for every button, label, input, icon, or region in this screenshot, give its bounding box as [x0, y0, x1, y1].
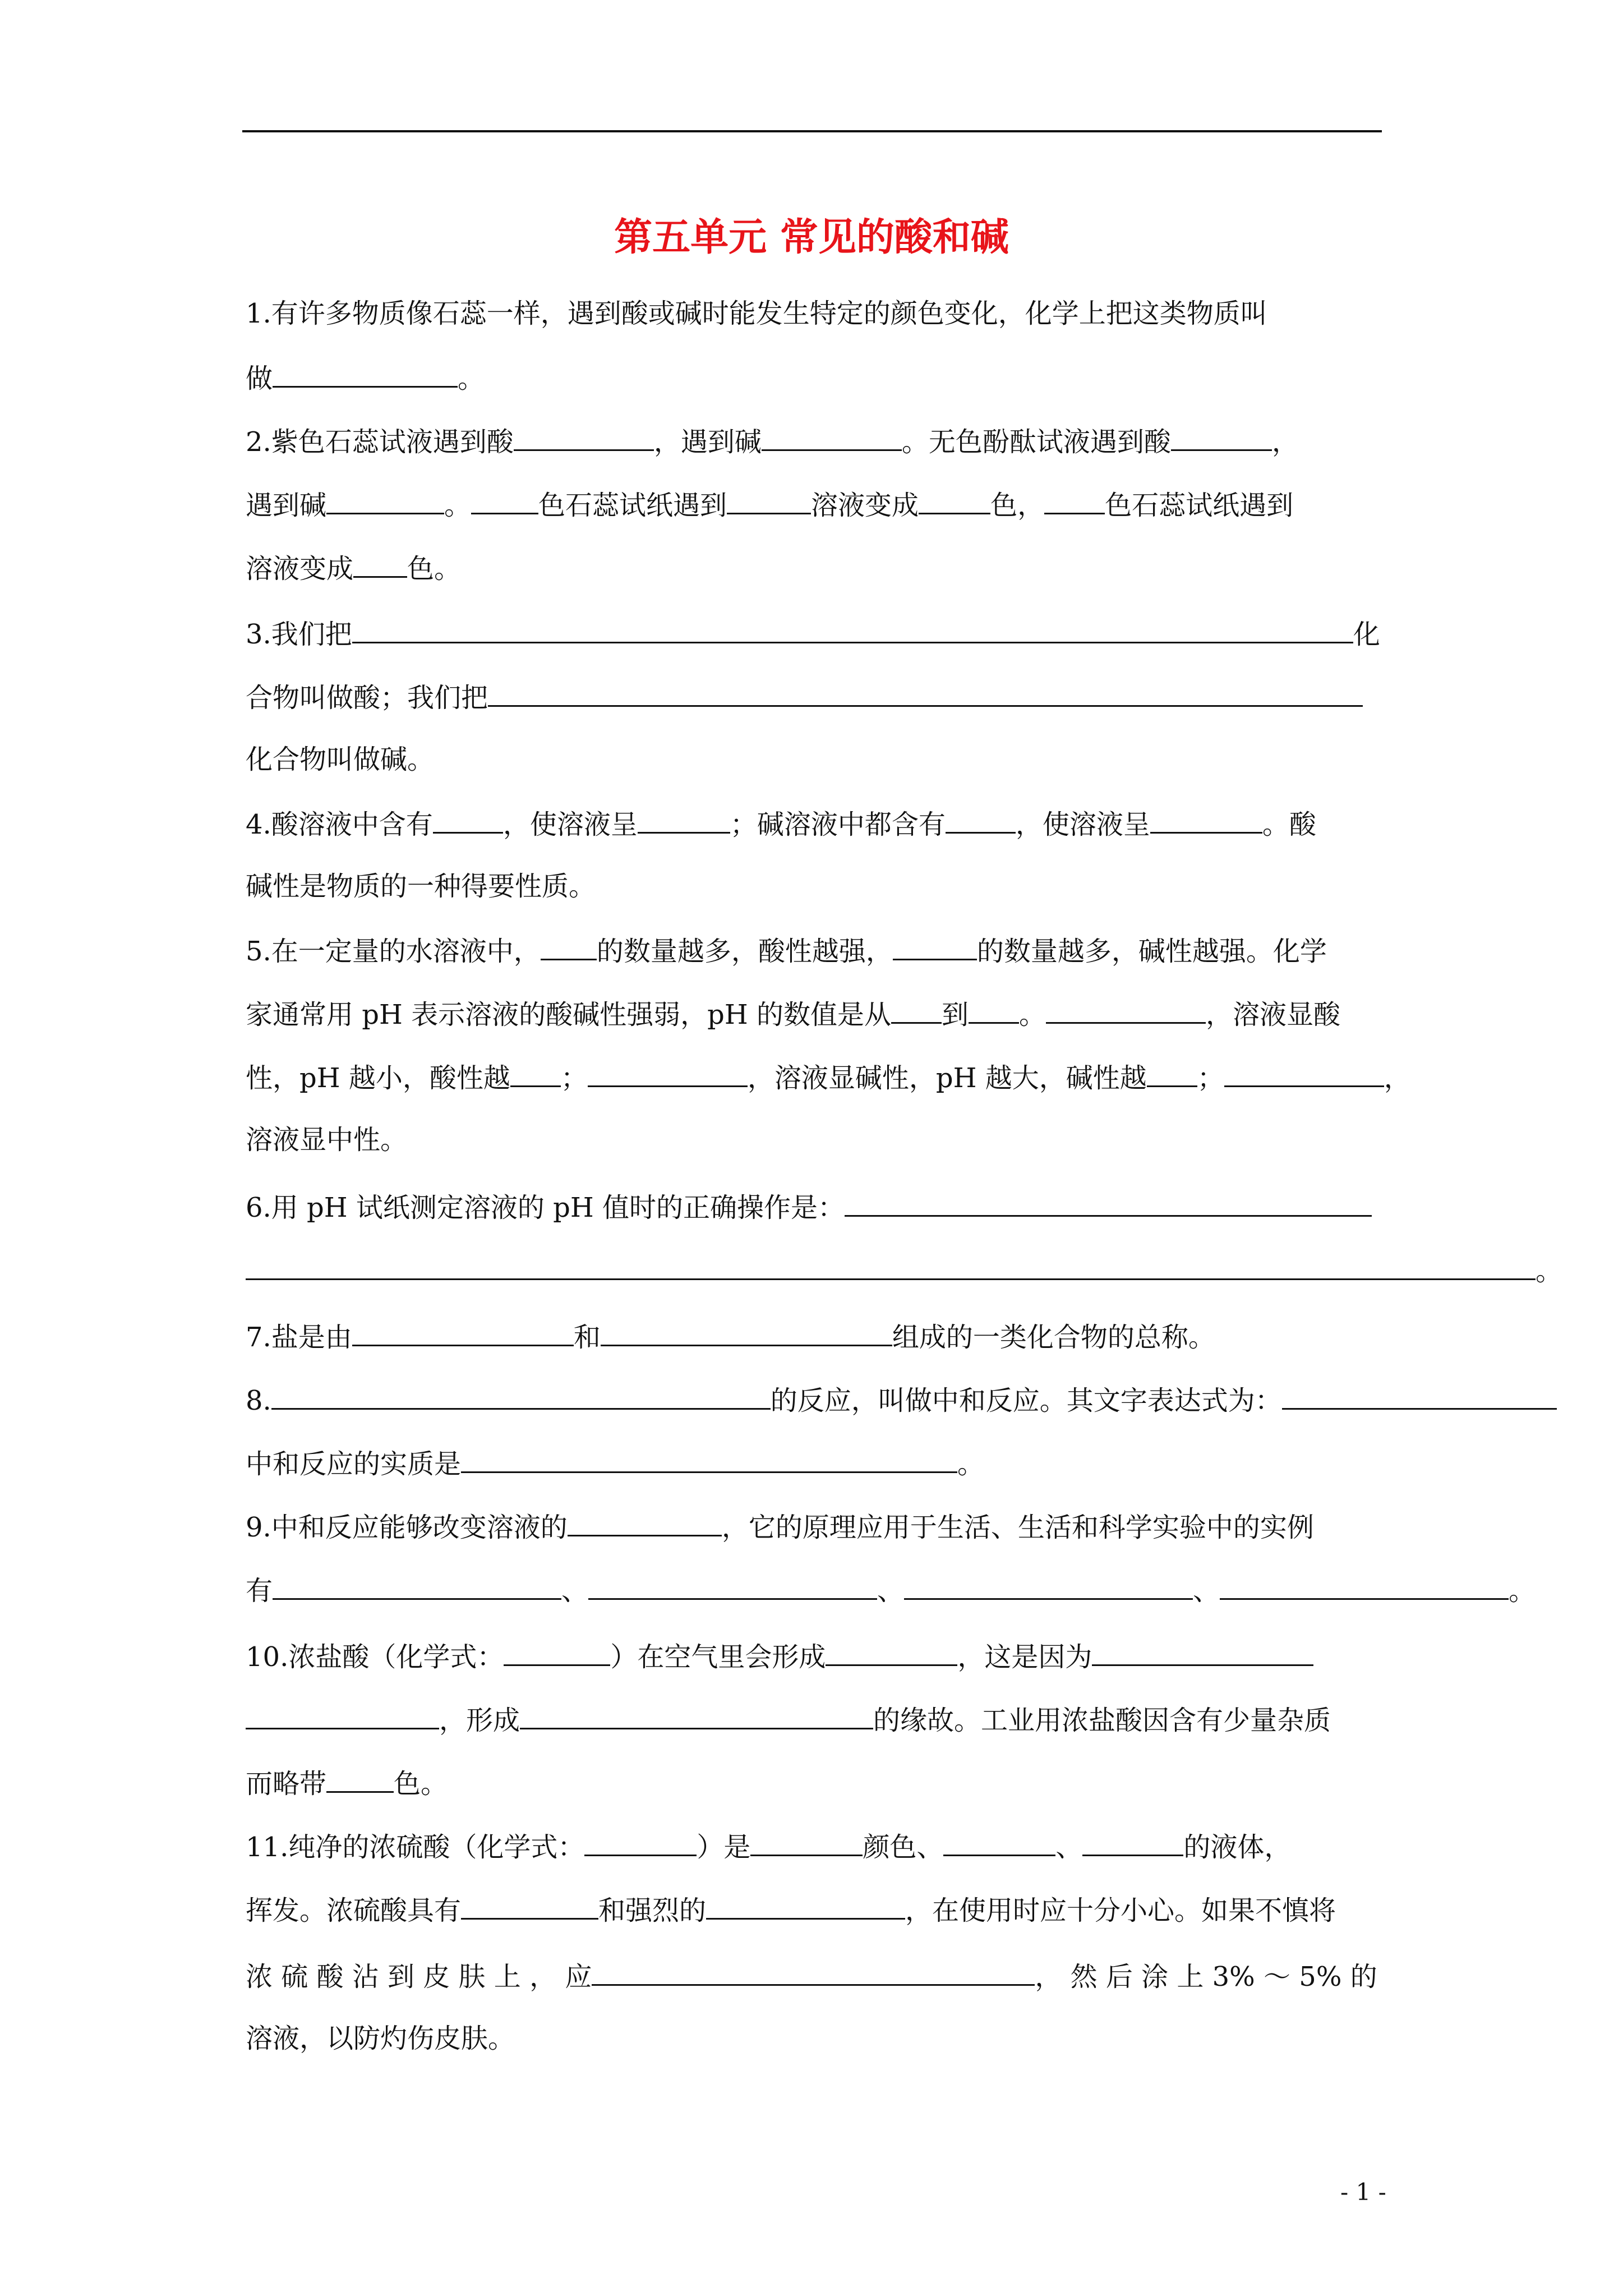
q2-line-2: [246, 486, 1293, 523]
q4-line-1: [246, 805, 1316, 843]
q2-blank-acid[interactable]: [514, 422, 654, 451]
page-title: 第五单元 常见的酸和碱: [614, 215, 1009, 260]
q8-blank-equation[interactable]: [1282, 1381, 1557, 1410]
q11-text: 颜色、: [863, 1832, 944, 1863]
q5-blank[interactable]: [891, 995, 942, 1024]
q6-text: 。: [1536, 1255, 1563, 1287]
q11-line-4: [246, 2021, 515, 2056]
q5-text: 到: [941, 999, 969, 1030]
q5-line-1: [246, 932, 1327, 969]
q3-text: 3.我们把: [246, 619, 352, 650]
q9-blank-example-1[interactable]: [273, 1571, 561, 1600]
q10-blank-color[interactable]: [326, 1764, 394, 1793]
q1-blank[interactable]: [273, 359, 458, 388]
q10-text: 色。: [394, 1768, 448, 1800]
q7-blank-anion[interactable]: [601, 1318, 892, 1346]
q11-blank[interactable]: [943, 1828, 1055, 1856]
q5-blank[interactable]: [893, 932, 977, 960]
q2-text: 溶液变成: [811, 490, 919, 521]
q6-blank-continued[interactable]: [246, 1251, 1536, 1280]
q10-line-2: [246, 1701, 1331, 1738]
q5-text: ，: [1384, 1062, 1411, 1094]
q4-blank[interactable]: [638, 805, 730, 834]
q9-blank-example-3[interactable]: [904, 1571, 1193, 1600]
q9-text: 有: [246, 1575, 273, 1607]
q5-line-2: [246, 995, 1340, 1033]
q5-text: ，溶液显酸: [1205, 999, 1340, 1030]
q5-text: 性，pH 越小，酸性越: [246, 1062, 510, 1094]
q11-line-3: [246, 1957, 1377, 1995]
q3-blank-acid-definition[interactable]: [352, 615, 1353, 643]
q4-text: 碱性是物质的一种得要性质。: [246, 871, 596, 902]
q5-text: 5.在一定量的水溶液中，: [246, 936, 541, 967]
q10-blank[interactable]: [826, 1637, 957, 1666]
q10-blank-formula[interactable]: [504, 1637, 610, 1666]
q9-blank-example-4[interactable]: [1220, 1571, 1509, 1600]
q8-text: 的反应，叫做中和反应。其文字表达式为：: [770, 1385, 1282, 1416]
q5-blank[interactable]: [510, 1059, 561, 1087]
q2-blank-base[interactable]: [762, 422, 902, 451]
q8-blank-essence[interactable]: [461, 1444, 957, 1473]
q11-text: 浓 硫 酸 沾 到 皮 肤 上 ， 应: [246, 1961, 592, 1993]
q1-text: 1.有许多物质像石蕊一样，遇到酸或碱时能发生特定的颜色变化，化学上把这类物质叫: [246, 298, 1267, 329]
q11-text: ， 然 后 涂 上 3% ～ 5% 的: [1035, 1961, 1377, 1993]
q9-text: 。: [1509, 1575, 1536, 1607]
q4-text: 。酸: [1262, 809, 1316, 840]
q9-separator: 、: [1193, 1575, 1220, 1607]
q11-text: 、: [1055, 1832, 1083, 1863]
q4-blank[interactable]: [946, 805, 1016, 834]
q10-blank[interactable]: [1092, 1637, 1313, 1666]
q2-text: 2.紫色石蕊试液遇到酸: [246, 426, 514, 458]
q2-blank[interactable]: [727, 486, 811, 514]
q2-line-1: [246, 422, 1299, 460]
page-number: - 1 -: [1340, 2178, 1386, 2206]
q1-line-2: [246, 359, 485, 397]
q8-line-2: [246, 1444, 984, 1482]
q6-text: 6.用 pH 试纸测定溶液的 pH 值时的正确操作是：: [246, 1192, 845, 1223]
q8-text: 8.: [246, 1385, 271, 1416]
q9-blank-example-2[interactable]: [588, 1571, 877, 1600]
q5-line-4: [246, 1122, 407, 1158]
q10-text: ，这是因为: [957, 1641, 1092, 1673]
q10-line-3: [246, 1764, 448, 1802]
q2-text: ，遇到碱: [653, 426, 762, 458]
q2-blank[interactable]: [326, 486, 444, 514]
q8-line-1: [246, 1381, 1557, 1419]
q2-text: 色。: [407, 553, 462, 585]
q7-text: 7.盐是由: [246, 1322, 352, 1353]
q11-text: ）是: [697, 1832, 751, 1863]
q5-text: ；: [1197, 1062, 1224, 1094]
q10-blank[interactable]: [246, 1701, 439, 1729]
q11-blank[interactable]: [1082, 1828, 1183, 1856]
q10-text: ，形成: [439, 1705, 520, 1736]
q3-text: 化合物叫做碱。: [246, 744, 435, 775]
q2-text: ，: [1271, 426, 1299, 458]
q6-line-1: [246, 1188, 1372, 1226]
q4-line-2: [246, 868, 596, 904]
q7-text: 组成的一类化合物的总称。: [892, 1322, 1215, 1353]
q11-text: 和强烈的: [598, 1895, 707, 1926]
q2-text: 。无色酚酞试液遇到酸: [901, 426, 1171, 458]
q11-blank-first-aid[interactable]: [592, 1957, 1035, 1986]
q4-text: ，使溶液呈: [502, 809, 638, 840]
q11-text: 溶液，以防灼伤皮肤。: [246, 2023, 515, 2054]
q11-line-2: [246, 1891, 1336, 1929]
q5-text: 溶液显中性。: [246, 1124, 408, 1156]
q7-text: 和: [573, 1322, 601, 1353]
q3-text: 化: [1353, 619, 1380, 650]
q4-blank[interactable]: [433, 805, 503, 834]
q5-blank[interactable]: [541, 932, 597, 960]
q2-text: 色石蕊试纸遇到: [1105, 490, 1294, 521]
q9-blank[interactable]: [568, 1508, 722, 1536]
q2-blank-phenolphthalein-acid[interactable]: [1171, 422, 1272, 451]
q2-text: 溶液变成: [246, 553, 354, 585]
q9-separator: 、: [877, 1575, 905, 1607]
q11-text: 的液体，: [1183, 1832, 1292, 1863]
q1-text: 做: [246, 363, 273, 394]
q9-text: 9.中和反应能够改变溶液的: [246, 1512, 568, 1543]
q5-text: 家通常用 pH 表示溶液的酸碱性强弱，pH 的数值是从: [246, 999, 891, 1030]
q7-line-1: [246, 1318, 1215, 1355]
q11-blank-formula[interactable]: [584, 1828, 697, 1856]
q2-text: 色石蕊试纸遇到: [538, 490, 727, 521]
q10-text: 10.浓盐酸（化学式：: [246, 1641, 504, 1673]
q9-text: ，它的原理应用于生活、生活和科学实验中的实例: [721, 1512, 1314, 1543]
q8-text: 。: [957, 1448, 985, 1480]
q11-blank[interactable]: [750, 1828, 863, 1856]
q4-text: 4.酸溶液中含有: [246, 809, 433, 840]
q5-line-3: [246, 1059, 1411, 1096]
q2-text: 色，: [990, 490, 1045, 521]
q11-line-1: [246, 1828, 1291, 1865]
q3-line-1: [246, 615, 1380, 652]
q2-blank[interactable]: [353, 549, 407, 578]
q6-blank[interactable]: [845, 1188, 1372, 1217]
q10-text: 的缘故。工业用浓盐酸因含有少量杂质: [873, 1705, 1331, 1736]
q3-line-3: [246, 742, 434, 777]
q5-blank[interactable]: [1147, 1059, 1197, 1087]
q2-blank[interactable]: [919, 486, 990, 514]
q5-text: ；: [560, 1062, 588, 1094]
q5-text: 。: [1018, 999, 1046, 1030]
q9-separator: 、: [561, 1575, 589, 1607]
q10-text: ）在空气里会形成: [610, 1641, 826, 1673]
q5-blank[interactable]: [588, 1059, 748, 1087]
q4-text: ；碱溶液中都含有: [730, 809, 946, 840]
q4-blank[interactable]: [1150, 805, 1262, 834]
q5-blank[interactable]: [1224, 1059, 1384, 1087]
q5-blank[interactable]: [1046, 995, 1206, 1024]
q8-blank-definition[interactable]: [271, 1381, 771, 1410]
q10-blank[interactable]: [520, 1701, 873, 1729]
q11-text: 挥发。浓硫酸具有: [246, 1895, 462, 1926]
q11-text: 11.纯净的浓硫酸（化学式：: [246, 1832, 585, 1863]
q11-blank[interactable]: [461, 1891, 598, 1920]
q2-text: 。: [444, 490, 472, 521]
q5-text: ，溶液显碱性，pH 越大，碱性越: [747, 1062, 1147, 1094]
q9-line-2: [246, 1571, 1536, 1609]
q8-text: 中和反应的实质是: [246, 1448, 462, 1480]
q3-blank-base-definition[interactable]: [488, 678, 1363, 707]
q1-text: 。: [458, 363, 485, 394]
header-rule: [242, 130, 1382, 132]
q4-text: ，使溶液呈: [1015, 809, 1150, 840]
q7-blank-cation[interactable]: [352, 1318, 574, 1346]
q11-text: ，在使用时应十分小心。如果不慎将: [905, 1895, 1336, 1926]
q2-line-3: [246, 549, 461, 587]
q10-text: 而略带: [246, 1768, 327, 1800]
q2-text: 遇到碱: [246, 490, 327, 521]
q2-blank[interactable]: [471, 486, 538, 514]
q3-line-2: [246, 678, 1363, 716]
q3-text: 合物叫做酸；我们把: [246, 682, 488, 714]
q6-line-2: [246, 1251, 1562, 1289]
q1-line-1: [246, 296, 1267, 332]
q5-blank[interactable]: [969, 995, 1019, 1024]
q5-text: 的数量越多，酸性越强，: [596, 936, 893, 967]
q11-blank[interactable]: [706, 1891, 905, 1920]
q2-blank[interactable]: [1044, 486, 1105, 514]
q9-line-1: [246, 1508, 1314, 1545]
q10-line-1: [246, 1637, 1313, 1675]
q5-text: 的数量越多，碱性越强。化学: [976, 936, 1327, 967]
